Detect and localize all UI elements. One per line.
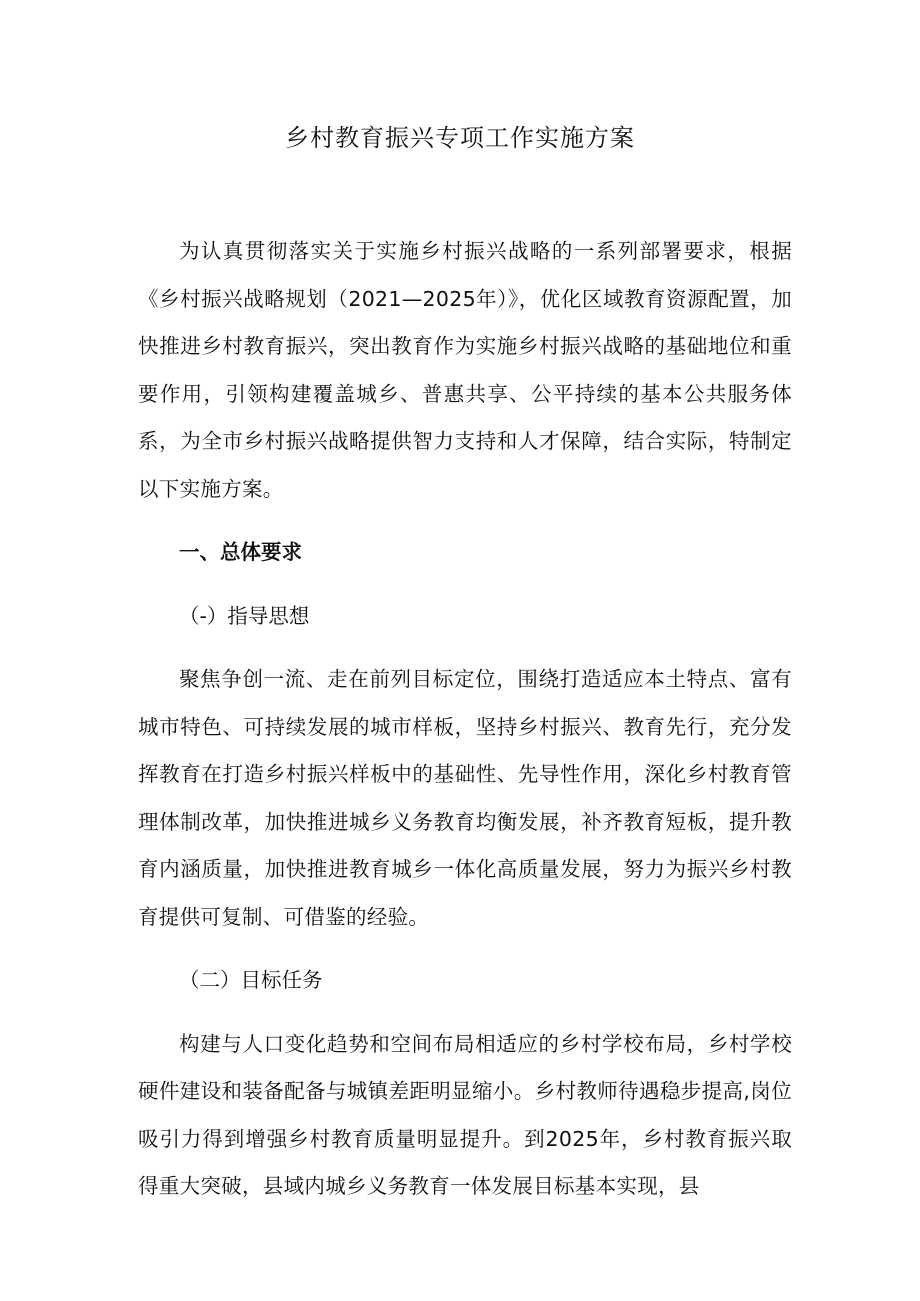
section-heading-overall-requirements: 一、总体要求 [179,540,302,564]
guiding-ideology-paragraph: 聚焦争创一流、走在前列目标定位，围绕打造适应本土特点、富有城市特色、可持续发展的城市样板，坚持乡村振兴、教育先行，充分发挥教育在打造乡村振兴样板中的基础性、先导性作用，深化乡村教育管理体制改革，加快推进城乡义务教育均衡发展，补齐教育短板，提升教育内涵质量，加快推进教育城乡一体化高质量发展，努力为振兴乡村教育提供可复制、可借鉴的经验。 [138,667,792,929]
subsection-heading-goals-tasks: （二）目标任务 [179,968,323,992]
intro-paragraph: 为认真贯彻落实关于实施乡村振兴战略的一系列部署要求，根据《乡村振兴战略规划（2021—2025年）》，优化区域教育资源配置，加快推进乡村教育振兴，突出教育作为实施乡村振兴战略的基础地位和重要作用，引领构建覆盖城乡、普惠共享、公平持续的基本公共服务体系，为全市乡村振兴战略提供智力支持和人才保障，结合实际，特制定以下实施方案。 [138,239,792,501]
spacer [138,941,792,957]
document-title: 乡村教育振兴专项工作实施方案 [285,124,635,152]
spacer [138,577,792,593]
spacer [138,513,792,529]
spacer [138,640,792,656]
subsection-heading-guiding-ideology: （-）指导思想 [179,603,310,628]
goals-tasks-paragraph: 构建与人口变化趋势和空间布局相适应的乡村学校布局，乡村学校硬件建设和装备配备与城镇差距明显缩小。乡村教师待遇稳步提高,岗位吸引力得到增强乡村教育质量明显提升。到2025年，乡村教育振兴取得重大突破，县域内城乡义务教育一体发展目标基本实现，县 [138,1031,792,1198]
document-body [138,228,792,1211]
spacer [138,1005,792,1021]
